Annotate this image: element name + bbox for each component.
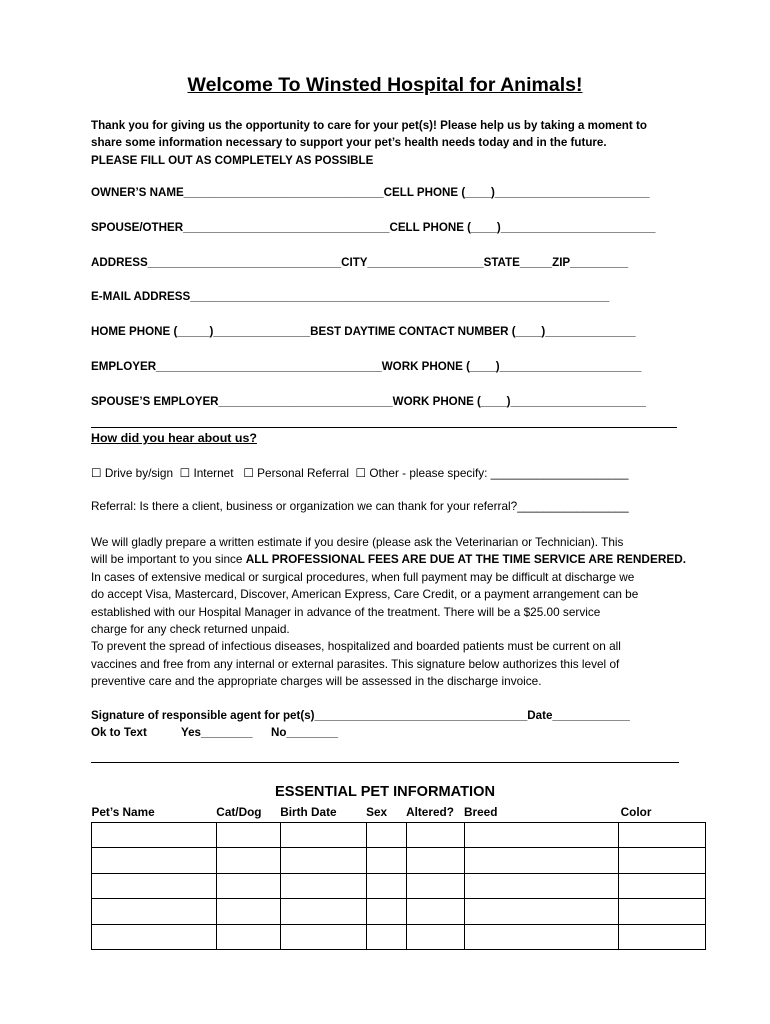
policy-line: charge for any check returned unpaid. [91, 622, 290, 637]
checkbox-personal-referral[interactable]: ☐ Personal Referral [243, 466, 349, 480]
checkbox-other[interactable]: ☐ Other - please specify: _____________________ [355, 466, 629, 480]
policy-line: do accept Visa, Mastercard, Discover, American Express, Care Credit, or a payment arrangement can be [91, 587, 639, 602]
table-cell[interactable] [366, 899, 406, 924]
ok-to-text-line [91, 724, 691, 741]
table-cell[interactable] [92, 899, 217, 924]
spouse-other-field[interactable]: SPOUSE/OTHER________________________________CELL PHONE (____)________________________ [91, 221, 656, 234]
table-cell[interactable] [366, 924, 406, 949]
hear-about-options [91, 466, 628, 480]
table-cell[interactable] [92, 924, 217, 949]
table-cell[interactable] [406, 924, 464, 949]
table-cell[interactable] [619, 873, 706, 898]
table-cell[interactable] [280, 848, 366, 873]
intro-line: Thank you for giving us the opportunity to care for your pet(s)! Please help us by taking a moment to [91, 119, 647, 132]
column-header-breed: Breed [464, 805, 498, 819]
table-cell[interactable] [216, 848, 280, 873]
table-cell[interactable] [366, 873, 406, 898]
policy-line: In cases of extensive medical or surgical procedures, when full payment may be difficult at discharge we [91, 569, 635, 584]
table-cell[interactable] [280, 899, 366, 924]
employer-field[interactable]: EMPLOYER___________________________________WORK PHONE (____)______________________ [91, 360, 642, 373]
table-cell[interactable] [406, 873, 464, 898]
table-cell[interactable] [406, 848, 464, 873]
section-divider [91, 427, 677, 428]
essential-pet-info-heading: ESSENTIAL PET INFORMATION [275, 784, 495, 800]
table-cell[interactable] [406, 823, 464, 848]
table-row [92, 848, 706, 873]
spouse-employer-field[interactable]: SPOUSE’S EMPLOYER___________________________WORK PHONE (____)_____________________ [91, 395, 646, 408]
table-cell[interactable] [464, 924, 619, 949]
table-cell[interactable] [464, 823, 619, 848]
table-row [92, 873, 706, 898]
table-cell[interactable] [464, 848, 619, 873]
table-cell[interactable] [280, 823, 366, 848]
column-header-sex: Sex [366, 805, 388, 819]
checkbox-internet[interactable]: ☐ Internet [179, 466, 234, 480]
table-row [92, 899, 706, 924]
ok-to-text-no-field[interactable]: No________ [271, 726, 339, 740]
policy-line: vaccines and free from any internal or external parasites. This signature below authorizes this level of [91, 656, 620, 671]
form-title: Welcome To Winsted Hospital for Animals! [187, 74, 583, 96]
policy-line: preventive care and the appropriate charges will be assessed in the discharge invoice. [91, 674, 542, 689]
table-cell[interactable] [619, 924, 706, 949]
intro-paragraph [91, 117, 701, 169]
table-cell[interactable] [280, 873, 366, 898]
signature-date-field[interactable]: Signature of responsible agent for pet(s)_________________________________Date____________ [91, 709, 630, 722]
table-cell[interactable] [216, 924, 280, 949]
table-cell[interactable] [92, 823, 217, 848]
table-row [92, 924, 706, 949]
pet-info-table [91, 804, 706, 950]
table-cell[interactable] [366, 848, 406, 873]
policy-line: To prevent the spread of infectious diseases, hospitalized and boarded patients must be current on all [91, 639, 621, 654]
table-cell[interactable] [92, 873, 217, 898]
table-row [92, 823, 706, 848]
fees-due-notice: ALL PROFESSIONAL FEES ARE DUE AT THE TIME SERVICE ARE RENDERED. [245, 552, 687, 567]
column-header-color: Color [620, 805, 652, 819]
table-cell[interactable] [619, 899, 706, 924]
table-cell[interactable] [280, 924, 366, 949]
table-cell[interactable] [406, 899, 464, 924]
home-phone-field[interactable]: HOME PHONE (_____)_______________BEST DAYTIME CONTACT NUMBER (____)______________ [91, 325, 636, 338]
ok-to-text-yes-field[interactable]: Yes________ [181, 726, 253, 740]
policy-line: We will gladly prepare a written estimate if you desire (please ask the Veterinarian or Technician). This [91, 535, 624, 549]
email-address-field[interactable]: E-MAIL ADDRESS_________________________________________________________________ [91, 290, 610, 303]
column-header-birth-date: Birth Date [280, 805, 337, 819]
signature-block [91, 707, 691, 742]
table-cell[interactable] [92, 848, 217, 873]
signature-divider [91, 762, 679, 763]
ok-to-text-label: Ok to Text [91, 726, 147, 740]
table-cell[interactable] [216, 823, 280, 848]
table-cell[interactable] [366, 823, 406, 848]
table-cell[interactable] [619, 823, 706, 848]
table-cell[interactable] [216, 899, 280, 924]
table-cell[interactable] [464, 899, 619, 924]
policy-line: established with our Hospital Manager in advance of the treatment. There will be a $25.00 service [91, 604, 601, 619]
checkbox-drive-by[interactable]: ☐ Drive by/sign [91, 466, 174, 480]
table-cell[interactable] [464, 873, 619, 898]
policy-text: will be important to you since [91, 552, 246, 567]
owner-name-field[interactable]: OWNER’S NAME_______________________________CELL PHONE (____)________________________ [91, 186, 650, 199]
table-cell[interactable] [619, 848, 706, 873]
column-header-altered: Altered? [406, 805, 454, 819]
referral-question-field[interactable]: Referral: Is there a client, business or organization we can thank for your referral?_________________ [91, 499, 629, 513]
intro-instruction: PLEASE FILL OUT AS COMPLETELY AS POSSIBLE [91, 153, 374, 167]
column-header-cat-dog: Cat/Dog [216, 805, 262, 819]
payment-policy-text [91, 534, 691, 691]
address-field[interactable]: ADDRESS______________________________CITY__________________STATE_____ZIP_________ [91, 256, 629, 269]
policy-line [91, 551, 691, 568]
table-cell[interactable] [216, 873, 280, 898]
hear-about-heading: How did you hear about us? [91, 431, 257, 445]
column-header-pet-name: Pet’s Name [91, 805, 155, 819]
table-header-row [92, 804, 706, 823]
intro-line: share some information necessary to support your pet’s health needs today and in the future. [91, 136, 607, 150]
